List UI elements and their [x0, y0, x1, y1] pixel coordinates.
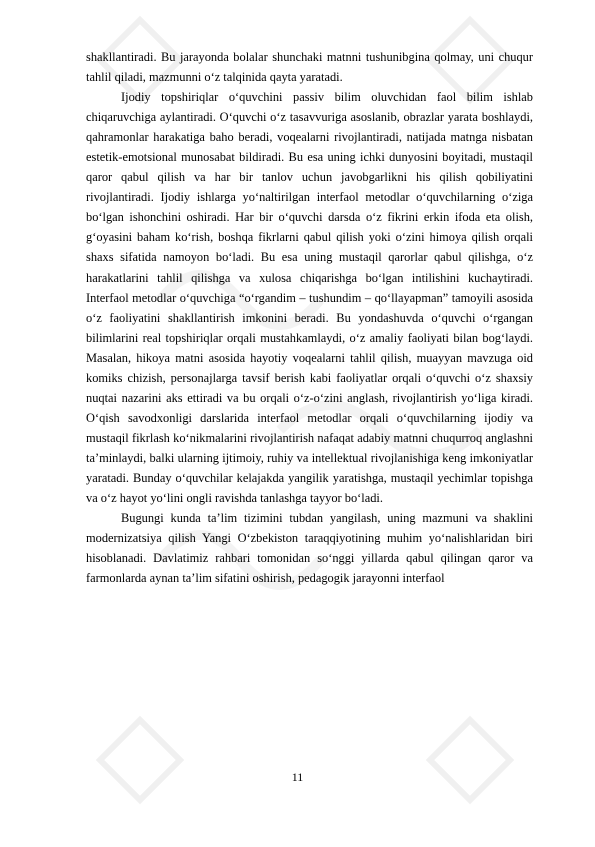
- paragraph-3: Bugungi kunda ta’lim tizimini tubdan yangilash, uning mazmuni va shaklini modernizatsiya qilish Yangi O‘zbekiston taraqqiyotining muhim yo‘nalishlaridan biri hisoblanadi. Davlatimiz rahbari tomonidan so‘nggi yillarda qabul qilingan qaror va farmonlarda aynan ta’lim sifatini oshirish, pedagogik jarayonni interfaol: [86, 511, 533, 586]
- page-number: 11: [291, 770, 304, 784]
- body-text: [86, 47, 533, 588]
- paragraph-1: shakllantiradi. Bu jarayonda bolalar shunchaki matnni tushunibgina qolmay, uni chuqur tahlil qiladi, mazmunni o‘z talqinida qayta yaratadi.: [86, 50, 533, 85]
- paragraph-2: Ijodiy topshiriqlar o‘quvchini passiv bilim oluvchidan faol bilim ishlab chiqaruvchiga aylantiradi. O‘quvchi o‘z tasavvuriga asoslanib, obrazlar yarata boshlaydi, qahramonlar harakatiga baho beradi, voqealarni rivojlantiradi, natijada matnga nisbatan estetik-emotsional munosabat bildiradi. Bu esa uning ichki dunyosini boyitadi, mustaqil qaror qabul qilish va har bir tanlov uchun javobgarlikni his qilish qobiliyatini rivojlantiradi. Ijodiy ishlarga yo‘naltirilgan interfaol metodlar o‘quvchilarning o‘ziga bo‘lgan ishonchini oshiradi. Har bir o‘quvchi darsda o‘z fikrini erkin ifoda eta olish, g‘oyasini baham ko‘rish, boshqa fikrlarni qabul qilish yoki o‘zini himoya qilish orqali shaxs sifatida namoyon bo‘ladi. Bu esa uning mustaqil qarorlar qabul qilishga, o‘z harakatlarini tahlil qilishga va xulosa chiqarishga bo‘lgan intilishini kuchaytiradi. Interfaol metodlar o‘quvchiga “o‘rgandim – tushundim – qo‘llayapman” tamoyili asosida o‘z faoliyatini shakllantirish imkonini beradi. Bu yondashuvda o‘quvchi o‘rgangan bilimlarini real topshiriqlar orqali mustahkamlaydi, o‘z amaliy faoliyati bilan bog‘laydi. Masalan, hikoya matni asosida hayotiy voqealarni tahlil qilish, muayyan mavzuga oid komiks chizish, personajlarga tavsif berish kabi faoliyatlar orqali o‘quvchi o‘z shaxsiy nuqtai nazarini aks ettiradi va bu orqali o‘z-o‘zini anglash, rivojlantirish yo‘liga kiradi. O‘qish savodxonligi darslarida interfaol metodlar orqali o‘quvchilarning ijodiy va mustaqil fikrlash ko‘nikmalarini rivojlantirish nafaqat adabiy matnni chuqurroq anglashni ta’minlaydi, balki ularning ijtimoiy, ruhiy va intellektual rivojlanishiga keng imkoniyatlar yaratadi. Bunday o‘quvchilar kelajakda yangilik yaratishga, mustaqil yechimlar topishga va o‘z hayot yo‘lini ongli ravishda tanlashga tayyor bo‘ladi.: [86, 90, 533, 506]
